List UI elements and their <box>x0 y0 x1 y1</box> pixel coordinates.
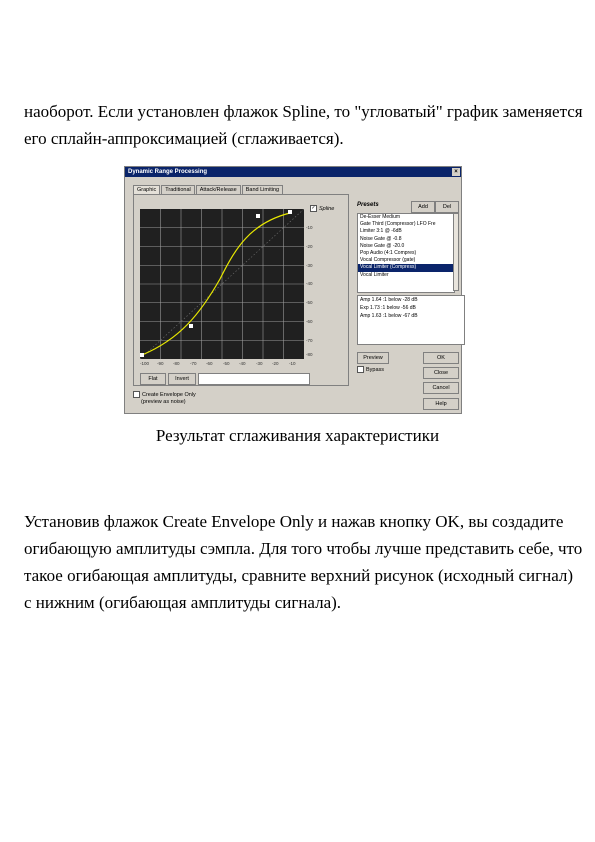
preset-item[interactable]: Vocal Compressor (gate) <box>360 257 416 264</box>
info-line: Amp 1.64 :1 below -28 dB <box>360 297 418 303</box>
compression-info-box <box>357 295 465 345</box>
invert-button[interactable]: Invert <box>168 373 196 385</box>
paragraph-1: наоборот. Если установлен флажок Spline, то "угловатый" график заменяется его сплайн-аппроксимацией (сглаживается). <box>24 102 583 148</box>
presets-list[interactable] <box>357 213 455 293</box>
x-tick: -50 <box>223 361 230 366</box>
bypass-label: Bypass <box>366 366 385 373</box>
spline-checkbox-row[interactable] <box>310 205 334 212</box>
paragraph-2: Установив флажок Create Envelope Only и нажав кнопку OK, вы создадите огибающую амплитуды сэмпла. Для того чтобы лучше представить себе, что такое огибающая амплитуды, сравните верхний рисунок (исходный сигнал) с нижним (огибающая амплитуды сигнала). <box>24 512 583 612</box>
preset-item[interactable]: Vocal Limiter <box>360 271 389 278</box>
control-point <box>256 214 260 218</box>
x-tick: -10 <box>289 361 296 366</box>
x-axis <box>140 361 304 367</box>
preset-item[interactable]: Pop Audio (4:1 Compres) <box>360 250 417 257</box>
preset-item[interactable]: Limiter 3:1 @ -6dB <box>360 228 402 235</box>
tab-attack-release[interactable]: Attack/Release <box>196 185 241 195</box>
cancel-button[interactable]: Cancel <box>423 382 459 394</box>
dialog-titlebar <box>125 167 461 177</box>
y-axis <box>306 209 320 359</box>
x-tick: -90 <box>157 361 164 366</box>
delete-preset-button[interactable]: Del <box>435 201 459 213</box>
y-tick: -20 <box>306 244 313 249</box>
envelope-label: Create Envelope Only <box>142 391 196 398</box>
help-button[interactable]: Help <box>423 398 459 410</box>
y-tick: -30 <box>306 263 313 268</box>
y-tick: -70 <box>306 338 313 343</box>
preset-item[interactable]: Noise Gate @ -20.0 <box>360 242 405 249</box>
close-button[interactable]: Close <box>423 367 459 379</box>
y-tick: -50 <box>306 300 313 305</box>
spline-label: Spline <box>319 205 335 212</box>
x-tick: -60 <box>206 361 213 366</box>
y-tick: -10 <box>306 225 313 230</box>
bypass-checkbox[interactable] <box>357 366 364 373</box>
transfer-graph[interactable] <box>140 209 304 359</box>
x-tick: -100 <box>140 361 150 366</box>
x-tick: -30 <box>256 361 263 366</box>
tab-band-limiting[interactable]: Band Limiting <box>242 185 283 195</box>
tab-graphic[interactable]: Graphic <box>133 185 160 195</box>
envelope-checkbox[interactable] <box>133 391 140 398</box>
envelope-checkbox-row[interactable] <box>133 391 196 398</box>
x-tick: -40 <box>239 361 246 366</box>
add-preset-button[interactable]: Add <box>411 201 435 213</box>
preset-item-selected[interactable]: Vocal Limiter (Compress) <box>358 264 454 271</box>
control-point <box>288 210 292 214</box>
value-field[interactable] <box>198 373 310 385</box>
preset-item[interactable]: Noise Gate @ -0.8 <box>360 235 402 242</box>
graphic-panel <box>133 194 349 386</box>
control-point <box>189 324 193 328</box>
figure-caption: Результат сглаживания характеристики <box>155 426 440 445</box>
envelope-sublabel: (preview as noise) <box>141 399 186 405</box>
tab-traditional[interactable]: Traditional <box>161 185 194 195</box>
presets-scrollbar[interactable] <box>453 213 459 291</box>
info-line: Exp 1.73 :1 below -56 dB <box>360 305 416 311</box>
y-tick: -40 <box>306 281 313 286</box>
x-tick: -80 <box>173 361 180 366</box>
flat-button[interactable]: Flat <box>140 373 166 385</box>
preset-item[interactable]: Gate Third (Compressor) LFO Fre <box>360 221 436 228</box>
spline-checkbox[interactable]: ✓ <box>311 205 316 211</box>
bypass-checkbox-row[interactable] <box>357 366 384 373</box>
presets-label: Presets <box>357 202 379 208</box>
preview-button[interactable]: Preview <box>357 352 389 364</box>
ok-button[interactable]: OK <box>423 352 459 364</box>
dialog-title: Dynamic Range Processing <box>128 169 208 175</box>
y-tick: -80 <box>306 352 313 357</box>
control-point <box>140 353 144 357</box>
y-tick: -60 <box>306 319 313 324</box>
close-icon[interactable]: × <box>452 168 460 176</box>
transfer-curve-svg <box>140 209 304 359</box>
x-tick: -70 <box>190 361 197 366</box>
x-tick: -20 <box>272 361 279 366</box>
preset-item[interactable]: De-Esser Medium <box>360 214 401 220</box>
dynamic-range-dialog <box>124 166 462 414</box>
info-line: Amp 1.63 :1 below -67 dB <box>360 313 418 319</box>
